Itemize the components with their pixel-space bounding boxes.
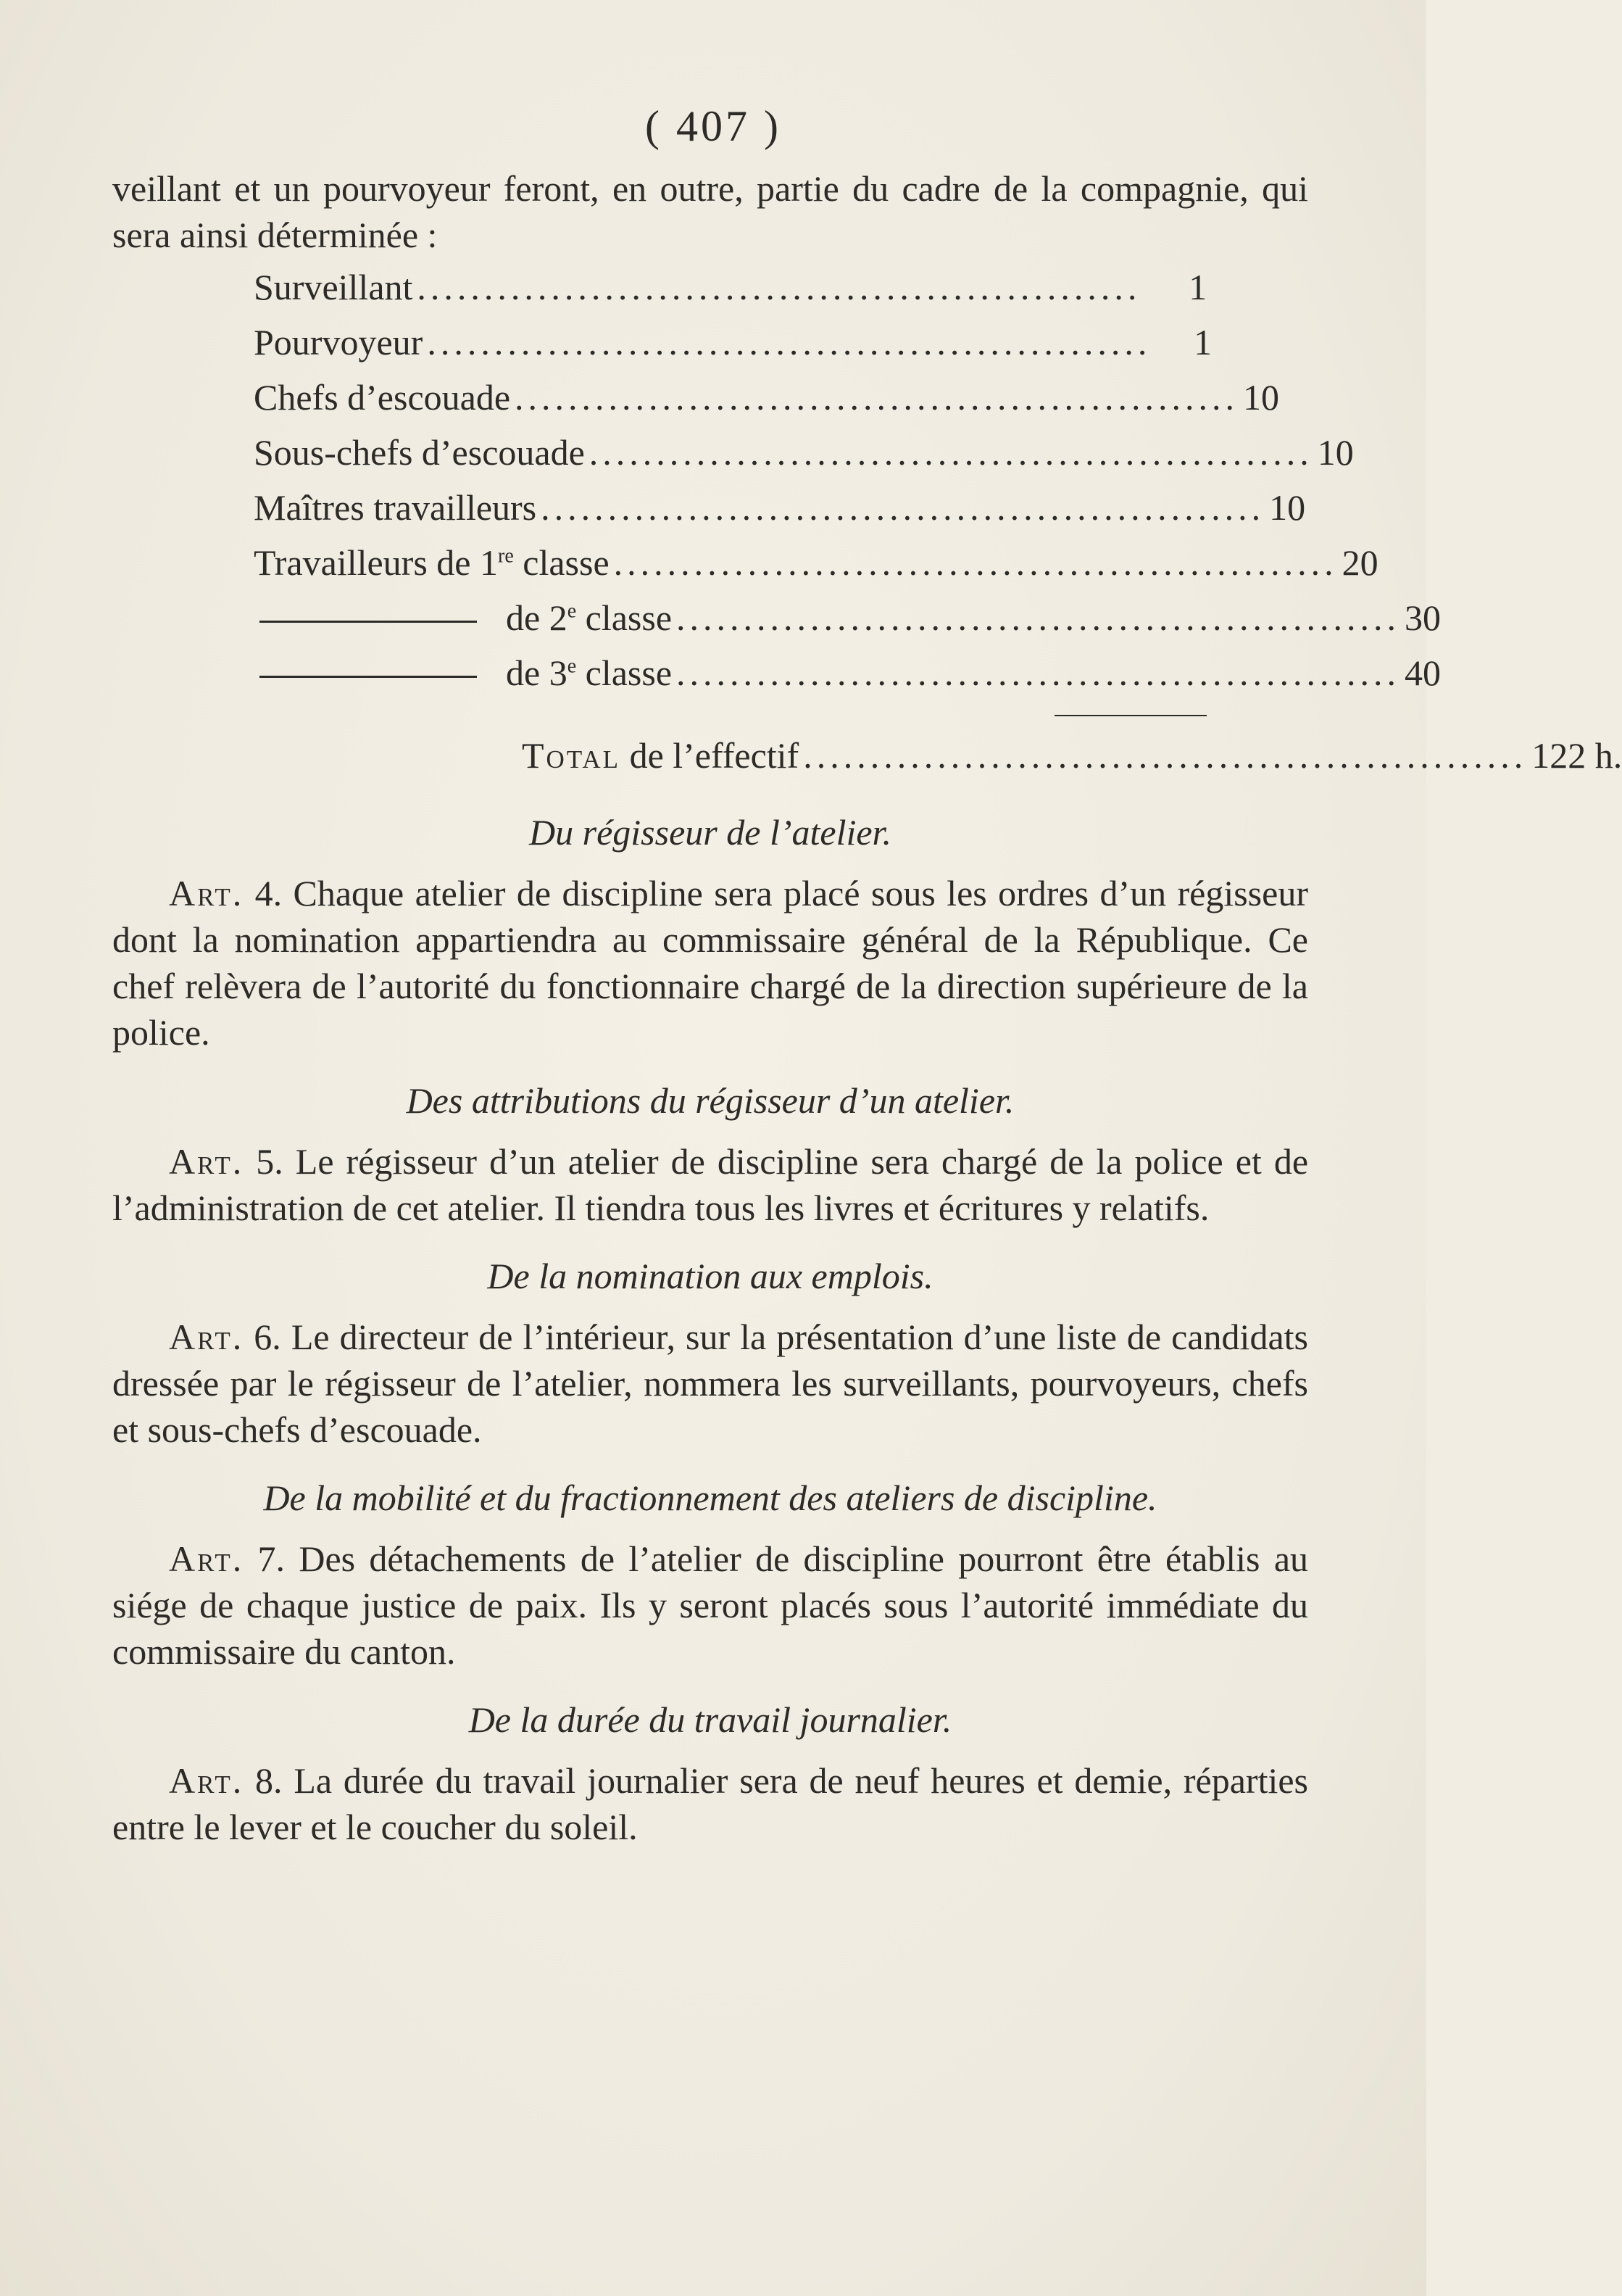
article-paragraph: Art. 5. Le régisseur d’un atelier de discipline sera chargé de la police et de l’administration de cet atelier. Il tiendra tous les livres et écritures y relatifs. (112, 1141, 1309, 1228)
section-heading: Des attributions du régisseur d’un atelier. (406, 1080, 1015, 1121)
roster-label: Surveillant (254, 267, 413, 307)
article-paragraph: Art. 7. Des détachements de l’atelier de discipline pourront être établis au siége de chaque justice de paix. Ils y seront placés sous l’autorité immédiate du commissaire du canton. (112, 1538, 1309, 1672)
roster-label: de 2e classe (254, 594, 672, 641)
roster-value: 30 (1405, 597, 1442, 638)
roster-row: Chefs d’escouade ...................................................... 10 (112, 374, 1308, 429)
roster-row: Sous-chefs d’escouade ...................................................... 10 (112, 429, 1308, 484)
roster-label: de 3e classe (254, 650, 672, 696)
roster-row: Maîtres travailleurs ...................................................... 10 (112, 484, 1308, 539)
page-number: ( 407 ) (645, 102, 781, 150)
roster-row: de 3e classe ...................................................... 40 (112, 650, 1308, 705)
roster-label: Chefs d’escouade (254, 377, 511, 418)
roster-label: Sous-chefs d’escouade (254, 432, 585, 473)
roster-value: 10 (1317, 432, 1354, 473)
intro-paragraph: veillant et un pourvoyeur feront, en outre, partie du cadre de la compagnie, qui sera ainsi déterminée : (112, 168, 1308, 255)
roster-value: 20 (1342, 542, 1378, 583)
section-heading: Du régisseur de l’atelier. (529, 812, 891, 853)
roster-table (112, 264, 1622, 787)
roster-label: Maîtres travailleurs (254, 487, 537, 528)
total-label: Total de l’effectif (522, 735, 799, 776)
sum-rule (1055, 715, 1207, 716)
total-row: Total de l’effectif ...................................................... 122 h. (112, 732, 1308, 787)
ditto-dash (259, 621, 477, 623)
roster-row: Travailleurs de 1re classe ...................................................... 20 (112, 539, 1308, 594)
roster-label: Travailleurs de 1re classe (254, 542, 610, 583)
article-paragraph: Art. 6. Le directeur de l’intérieur, sur la présentation d’une liste de candidats dressée par le régisseur de l’atelier, nommera les surveillants, pourvoyeurs, chefs et sous-chefs d’escouade. (112, 1317, 1308, 1450)
roster-value: 10 (1243, 377, 1280, 418)
roster-label: Pourvoyeur (254, 322, 423, 362)
section-heading: De la durée du travail journalier. (468, 1699, 952, 1740)
section-heading: De la mobilité et du fractionnement des ateliers de discipline. (263, 1478, 1157, 1518)
total-value: 122 h. (1531, 735, 1622, 776)
roster-row: Surveillant ...................................................... 1 (112, 264, 1308, 319)
section-heading: De la nomination aux emplois. (487, 1256, 933, 1296)
roster-value: 40 (1405, 652, 1442, 693)
roster-value: 10 (1269, 487, 1306, 528)
roster-value: 1 (1189, 267, 1207, 307)
roster-row: Pourvoyeur ...................................................... 1 (112, 319, 1308, 374)
roster-row: de 2e classe ...................................................... 30 (112, 594, 1308, 650)
article-paragraph: Art. 8. La durée du travail journalier sera de neuf heures et demie, réparties entre le lever et le coucher du soleil. (112, 1760, 1309, 1847)
ditto-dash (259, 676, 477, 678)
page-body (112, 165, 1622, 1850)
roster-value: 1 (1194, 322, 1213, 362)
article-paragraph: Art. 4. Chaque atelier de discipline sera placé sous les ordres d’un régisseur dont la nomination appartiendra au commissaire général de la République. Ce chef relèvera de l’autorité du fonctionnaire chargé de la direction supérieure de la police. (112, 873, 1308, 1053)
